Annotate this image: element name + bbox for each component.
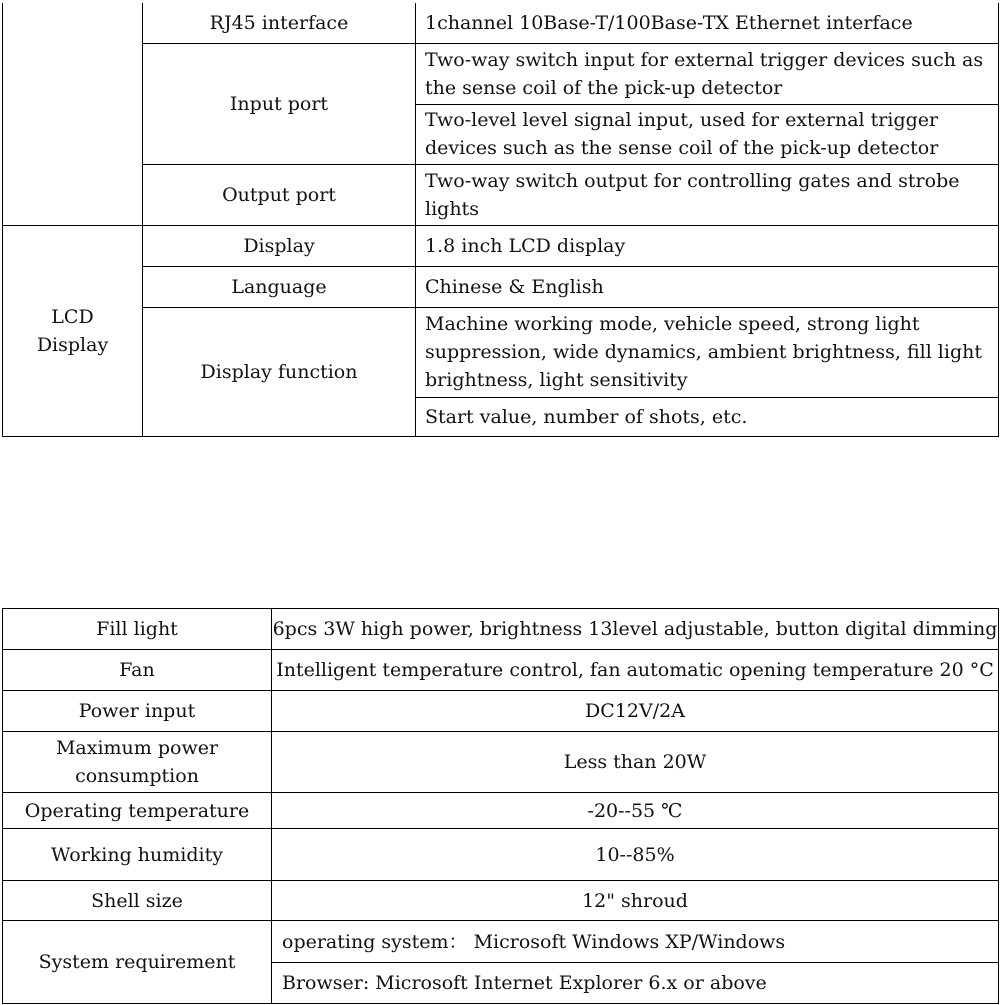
table-row xyxy=(3,609,999,650)
row-label-display-function: Display function xyxy=(143,307,416,436)
row-value-system-requirement-browser: Browser: Microsoft Internet Explorer 6.x or above xyxy=(272,963,999,1004)
row-value-system-requirement-os: operating system： Microsoft Windows XP/Windows xyxy=(272,921,999,963)
row-value-output-port: Two-way switch output for controlling gates and strobe lights xyxy=(416,164,999,225)
row-label-fan: Fan xyxy=(3,650,272,691)
row-label-power-input: Power input xyxy=(3,691,272,732)
row-label-max-power: Maximum power consumption xyxy=(3,732,272,793)
row-label-operating-temperature: Operating temperature xyxy=(3,793,272,829)
row-label-input-port: Input port xyxy=(143,43,416,164)
row-value-working-humidity: 10--85% xyxy=(272,829,999,881)
group-cell-interfaces xyxy=(3,3,143,225)
row-value-power-input: DC12V/2A xyxy=(272,691,999,732)
table-row xyxy=(3,3,999,43)
row-label-language: Language xyxy=(143,266,416,307)
table-row xyxy=(3,307,999,397)
table-row xyxy=(3,225,999,266)
table-row xyxy=(3,43,999,104)
row-value-fill-light: 6pcs 3W high power, brightness 13level adjustable, button digital dimming xyxy=(272,609,999,650)
row-value-display: 1.8 inch LCD display xyxy=(416,225,999,266)
row-value-input-port-1: Two-way switch input for external trigger devices such as the sense coil of the pick-up detector xyxy=(416,43,999,104)
row-value-operating-temperature: -20--55 ℃ xyxy=(272,793,999,829)
row-value-display-function-2: Start value, number of shots, etc. xyxy=(416,397,999,436)
row-value-rj45: 1channel 10Base-T/100Base-TX Ethernet interface xyxy=(416,3,999,43)
row-value-max-power: Less than 20W xyxy=(272,732,999,793)
table-row xyxy=(3,921,999,963)
row-value-input-port-2: Two-level level signal input, used for external trigger devices such as the sense coil of the pick-up detector xyxy=(416,104,999,164)
group-cell-lcd-display xyxy=(3,225,143,436)
row-value-display-function-1: Machine working mode, vehicle speed, strong light suppression, wide dynamics, ambient brightness, fill light brightness, light sensitivity xyxy=(416,307,999,397)
row-label-system-requirement: System requirement xyxy=(3,921,272,1004)
table-row xyxy=(3,164,999,225)
row-label-output-port: Output port xyxy=(143,164,416,225)
spec-table-interfaces-display xyxy=(2,3,999,437)
group-label-lcd-line1: LCD xyxy=(51,305,94,328)
group-label-lcd-line2: Display xyxy=(36,333,109,356)
row-label-working-humidity: Working humidity xyxy=(3,829,272,881)
row-value-language: Chinese & English xyxy=(416,266,999,307)
table-row xyxy=(3,732,999,793)
table-row xyxy=(3,266,999,307)
table-row xyxy=(3,881,999,921)
table-row xyxy=(3,691,999,732)
row-label-shell-size: Shell size xyxy=(3,881,272,921)
table-row xyxy=(3,793,999,829)
row-label-display: Display xyxy=(143,225,416,266)
row-value-fan: Intelligent temperature control, fan automatic opening temperature 20 °C xyxy=(272,650,999,691)
row-label-rj45: RJ45 interface xyxy=(143,3,416,43)
spec-table-general xyxy=(2,608,999,1004)
row-value-shell-size: 12" shroud xyxy=(272,881,999,921)
table-row xyxy=(3,650,999,691)
row-label-fill-light: Fill light xyxy=(3,609,272,650)
table-row xyxy=(3,829,999,881)
